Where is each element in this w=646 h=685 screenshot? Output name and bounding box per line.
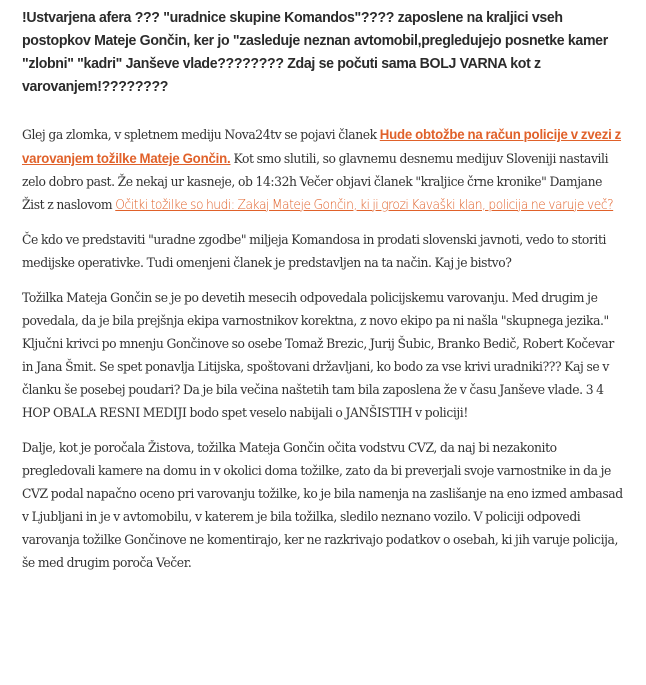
vecer-article-link[interactable]: Očitki tožilke so hudi: Zakaj Mateje Gončin, ki ji grozi Kavaški klan, policija ne varuje več?	[115, 198, 614, 213]
paragraph-summary	[22, 287, 627, 425]
paragraph-context: Če kdo ve predstaviti "uradne zgodbe" miljeja Komandosa in prodati slovenski javnoti, vedo to storiti medijske operativke. Tudi omenjeni članek je predstavljen na ta način. Kaj je bistvo?	[22, 233, 607, 271]
paragraph-intro	[22, 123, 627, 217]
paragraph-text: Kot smo slutili, so glavnemu desnemu medijuv Sloveniji nastavili zelo dobro past. Že nekaj ur kasneje, ob 14:32h Večer objavi članek "kraljice črne kronike" Damjane Žist z naslovom	[22, 152, 609, 213]
paragraph-details: Dalje, kot je poročala Žistova, tožilka Mateja Gončin očita vodstvu CVZ, da naj bi nezakonito pregledovali kamere na domu in v okolici doma tožilke, zato da bi preverjali svoje varnostnike in da je CVZ podal napačno oceno pri varovanju tožilke, ko je bila namenja na zaslišanje na eno izmed ambasad v Ljubljani in je v avtomobilu, v katerem je bila tožilka, sledilo neznano vozilo. V policiji odpovedi varovanja tožilke Gončinove ne komentirajo, ker ne razkrivajo podatkov o osebah, ki jih varuje policija, še med drugim poroča Večer.	[22, 441, 623, 571]
article	[22, 6, 632, 587]
paragraph-text: Ključni krivci po mnenju Gončinove so osebe Tomaž Brezic, Jurij Šubic, Branko Bedič, Robert Kočevar in Jana Šmit. Se spet ponavlja Litijska, spoštovani državljani, ko bodo za vse krivi uradniki??? Kaj se v članku še posebej poudari? Da je bila večina naštetih tam bila zaposlena že v času Janševe vlade. 3 4 HOP OBALA RESNI MEDIJI bodo spet veselo nabijali o JANŠISTIH v policiji!	[22, 337, 614, 421]
article-headline: !Ustvarjena afera ??? "uradnice skupine Komandos"???? zaposlene na kraljici vseh postopkov Mateje Gončin, ker jo "zasleduje neznan avtomobil,pregledujejo posnetke kamer "zlobni" "kadri" Janševe vlade???????? Zdaj se počuti sama BOLJ VARNA kot z varovanjem!????????	[22, 9, 608, 95]
paragraph-text: Tožilka Mateja Gončin se je po devetih mesecih odpovedala policijskemu varovanju. Med drugim je povedala, da je bila prejšnja ekipa varnostnikov korektna, z novo ekipo pa ni našla "skupnega jezika."	[22, 291, 609, 329]
nova24tv-article-link[interactable]: Hude obtožbe na račun policije v zvezi z varovanjem tožilke Mateje Gončin.	[22, 126, 622, 166]
paragraph-text: Glej ga zlomka, v spletnem mediju Nova24tv se pojavi članek	[22, 128, 380, 143]
